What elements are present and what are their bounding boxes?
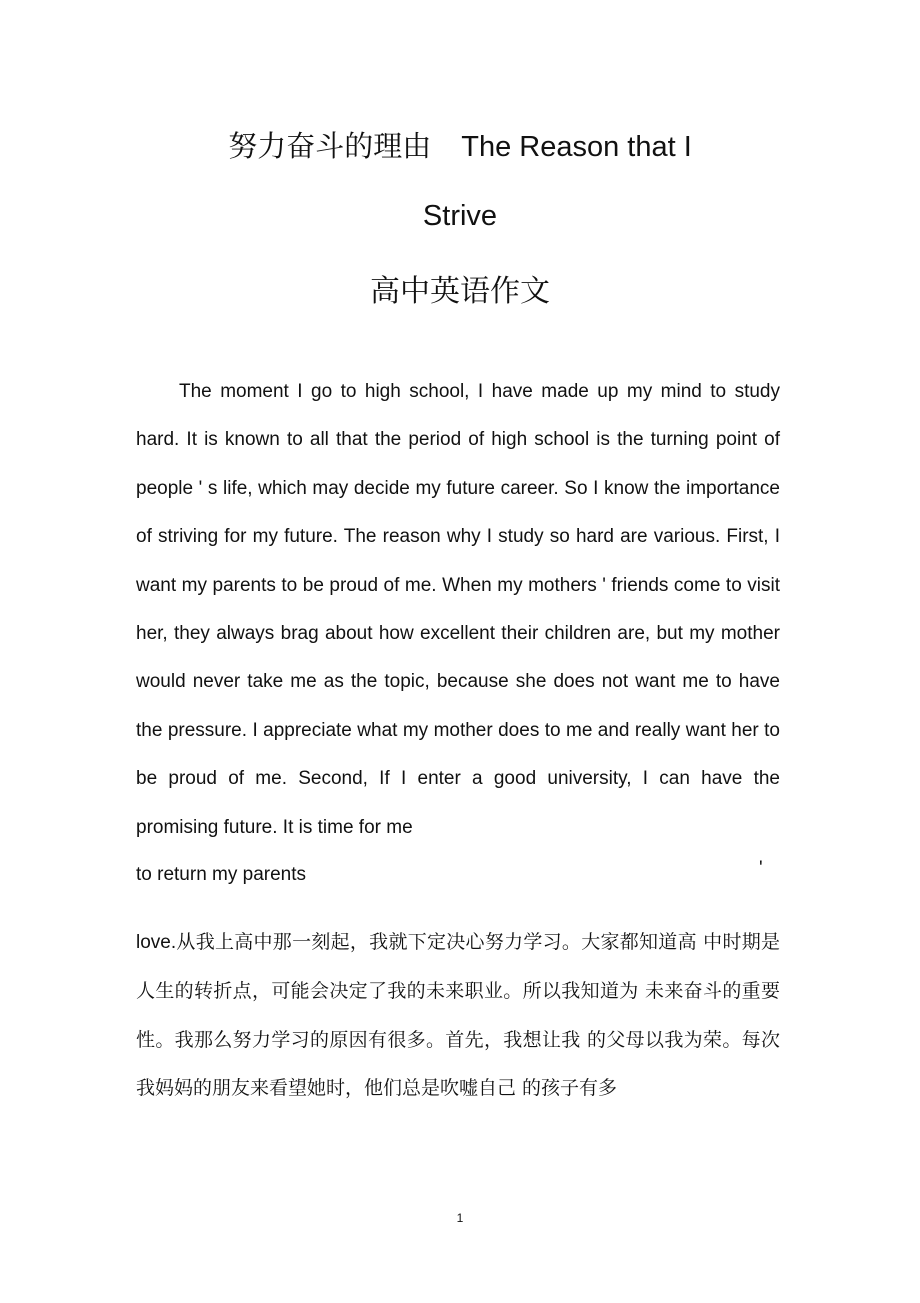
essay-english-last-line [136,851,780,899]
essay-english-last-text: to return my parents [136,864,307,885]
title-line-2: Strive [422,200,498,232]
essay-english-body: The moment I go to high school, I have made up my mind to study hard. It is known to all that the period of high school is the turning point of people ' s life, which may decide my future career. So I know the importance of striving for my future. The reason why I study so hard are various. First, I want my parents to be proud of me. When my mothers ' friends come to visit her, they always brag about how excellent their children are, but my mother would never take me as the topic, because she does not want me to have the pressure. I appreciate what my mother does to me and really want her to be proud of me. Second, If I enter a good university, I can have the promising future. It is time for me [136,381,780,838]
essay-chinese-paragraph [136,918,780,1113]
page-number: 1 [456,1211,464,1225]
subtitle: 高中英语作文 [370,274,550,309]
essay-chinese-lead-word: love. [136,932,177,953]
stray-apostrophe: ' [759,858,763,879]
title-english-part-1: The Reason that I [461,131,692,163]
title-line-1 [0,126,920,167]
title-chinese: 努力奋斗的理由 [228,129,432,163]
essay-english-paragraph [136,368,780,852]
essay-chinese-body: 从我上高中那一刻起，我就下定决心努力学习。大家都知道高 中时期是人生的转折点，可能会决定了我的未来职业。所以我知道为 未来奋斗的重要性。我那么努力学习的原因有很多。首先，我想让我 的父母以我为荣。每次我妈妈的朋友来看望她时，他们总是吹嘘自己 的孩子有多 [136,931,780,1100]
